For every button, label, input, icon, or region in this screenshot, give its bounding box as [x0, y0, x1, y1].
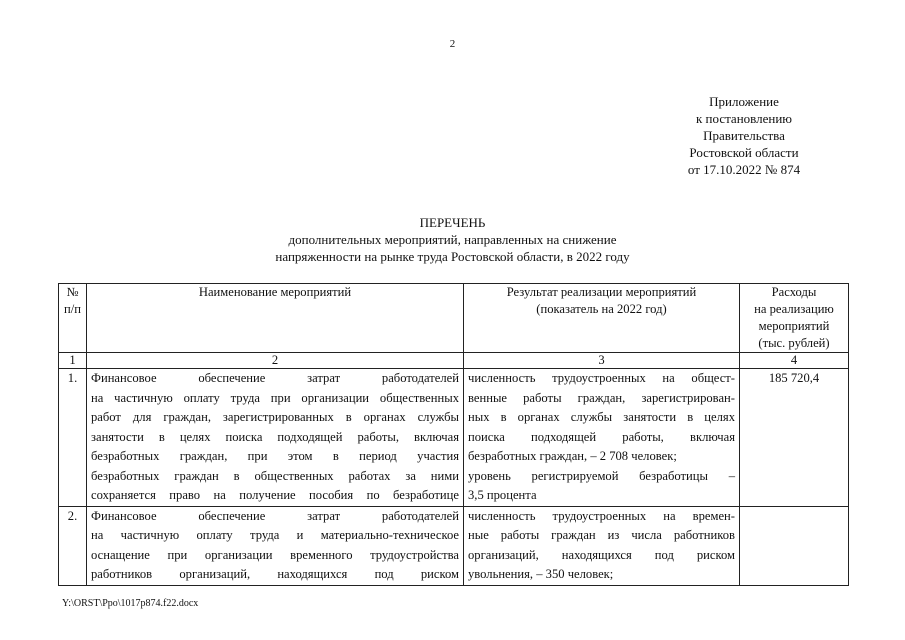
measure-name-line: оснащение при организации временного трудоустройства	[91, 547, 459, 562]
appendix-line: к постановлению	[695, 111, 793, 126]
measure-name	[87, 369, 464, 507]
measure-name	[87, 506, 464, 585]
header-cost-line: Расходы	[771, 285, 817, 299]
appendix-line: Приложение	[709, 94, 779, 109]
table-row	[59, 369, 849, 507]
header-num-line: п/п	[64, 302, 81, 316]
document-title: ПЕРЕЧЕНЬ	[419, 215, 486, 230]
measure-result-line: безработных граждан, – 2 708 человек;	[468, 449, 677, 463]
measure-cost	[740, 506, 849, 585]
table-row	[59, 506, 849, 585]
header-result	[464, 284, 740, 353]
measure-name-line: работ для граждан, зарегистрированных в органах службы	[91, 410, 459, 424]
header-num-line: №	[66, 285, 79, 299]
document-subtitle-line: напряженности на рынке труда Ростовской области, в 2022 году	[275, 249, 630, 264]
appendix-line: от 17.10.2022 № 874	[687, 162, 801, 177]
measure-result-line: венные работы граждан, зарегистрирован-	[468, 390, 735, 405]
measure-cost: 185 720,4	[740, 369, 849, 507]
row-number: 2.	[59, 506, 87, 585]
header-name: Наименование мероприятий	[87, 284, 464, 353]
measure-name-line: безработных граждан, при этом в период участия	[91, 449, 459, 463]
measure-name-line: на частичную оплату труда и материально-техническое	[91, 528, 459, 542]
header-cost	[740, 284, 849, 353]
measure-result-line: уровень регистрируемой безработицы –	[468, 468, 735, 483]
page-number: 2	[449, 38, 456, 50]
measure-result-line: 3,5 процента	[468, 488, 537, 502]
measure-name-line: занятости в целях поиска подходящей работы, включая	[91, 429, 459, 444]
measure-name-line: сохраняется право на получение пособия по безработице	[91, 488, 459, 502]
measure-result-line: организаций, находящихся под риском	[468, 547, 735, 562]
measure-name-line: Финансовое обеспечение затрат работодателей	[91, 508, 459, 523]
header-result-line: Результат реализации мероприятий	[506, 285, 697, 299]
measure-result-line: численность трудоустроенных на общест-	[468, 371, 735, 385]
file-path-footer: Y:\ORST\Ppo\1017p874.f22.docx	[62, 598, 199, 609]
header-num	[59, 284, 87, 353]
measure-result-line: поиска подходящей работы, включая	[468, 429, 735, 444]
measure-result-line: ных в органах службы занятости в целях	[468, 410, 735, 424]
column-number: 4	[740, 353, 849, 369]
measure-name-line: на частичную оплату труда при организации общественных	[91, 390, 459, 405]
document-subtitle-line: дополнительных мероприятий, направленных на снижение	[288, 232, 617, 247]
measure-name-line: работников организаций, находящихся под риском	[91, 567, 459, 581]
measures-table	[58, 283, 849, 586]
measure-result-line: ные работы граждан из числа работников	[468, 528, 735, 542]
appendix-line: Правительства	[703, 128, 785, 143]
measure-result-line: увольнения, – 350 человек;	[468, 567, 614, 581]
appendix-line: Ростовской области	[689, 145, 799, 160]
measure-name-line: безработных граждан в общественных работах за ними	[91, 468, 459, 483]
column-number: 2	[87, 353, 464, 369]
appendix-block	[660, 93, 828, 178]
header-cost-line: мероприятий	[758, 319, 830, 333]
measure-result	[464, 506, 740, 585]
document-title-block	[0, 214, 905, 265]
column-number: 1	[59, 353, 87, 369]
header-cost-line: на реализацию	[754, 302, 834, 316]
header-cost-line: (тыс. рублей)	[758, 336, 830, 350]
column-number: 3	[464, 353, 740, 369]
measure-name-line: Финансовое обеспечение затрат работодателей	[91, 371, 459, 385]
column-number-row	[59, 353, 849, 369]
measure-result	[464, 369, 740, 507]
table-header-row	[59, 284, 849, 353]
header-result-line: (показатель на 2022 год)	[536, 302, 667, 316]
row-number: 1.	[59, 369, 87, 507]
measure-result-line: численность трудоустроенных на времен-	[468, 508, 735, 523]
